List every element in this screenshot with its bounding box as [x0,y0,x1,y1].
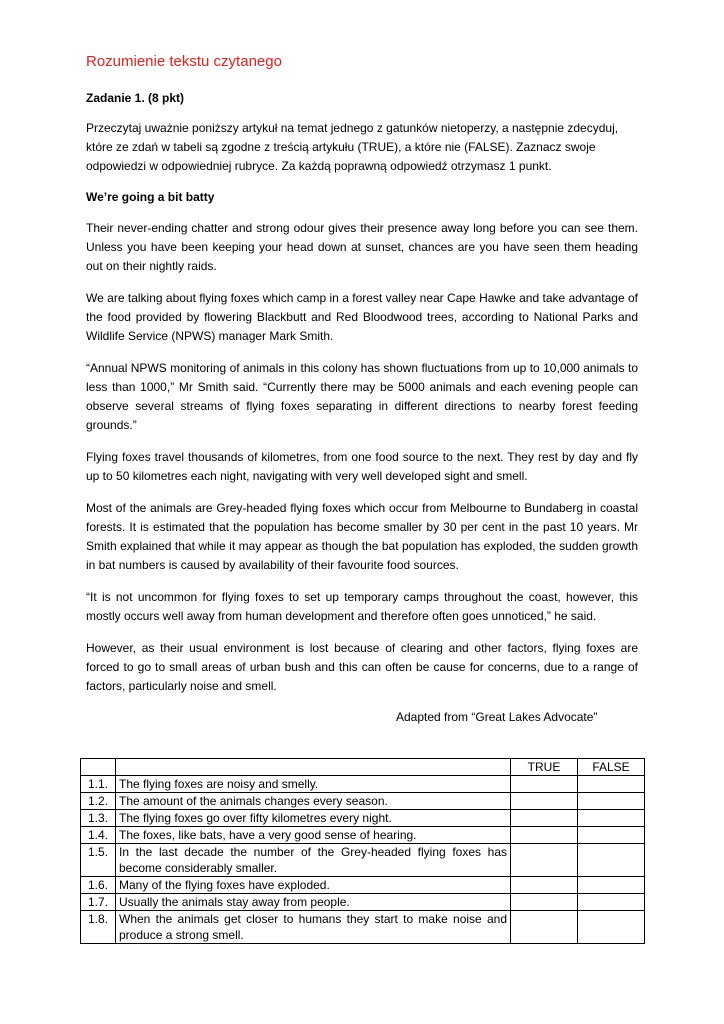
false-answer-cell[interactable] [578,827,645,844]
header-statement-cell [116,759,511,776]
true-answer-cell[interactable] [511,911,578,944]
table-row [81,894,645,911]
row-statement: The amount of the animals changes every season. [116,793,511,810]
article-paragraph: “Annual NPWS monitoring of animals in this colony has shown fluctuations from up to 10,000 animals to less than 1000,” Mr Smith said. “Currently there may be 5000 animals and each evening people can observe several streams of flying foxes separating in different directions to nearby forest feeding grounds.” [86,361,638,432]
article-title: We’re going a bit batty [86,190,215,204]
table-row [81,776,645,793]
row-statement: Usually the animals stay away from people. [116,894,511,911]
table-row [81,810,645,827]
header-false: FALSE [578,759,645,776]
true-answer-cell[interactable] [511,793,578,810]
table-row [81,827,645,844]
row-number: 1.3. [81,810,116,827]
row-number: 1.5. [81,844,116,877]
article-paragraph: However, as their usual environment is lost because of clearing and other factors, flying foxes are forced to go to small areas of urban bush and this can often be cause for concerns, due to a range of factors, particularly noise and smell. [86,641,638,693]
row-statement: Many of the flying foxes have exploded. [116,877,511,894]
table-header-row [81,759,645,776]
false-answer-cell[interactable] [578,877,645,894]
false-answer-cell[interactable] [578,894,645,911]
true-answer-cell[interactable] [511,894,578,911]
true-answer-cell[interactable] [511,877,578,894]
row-number: 1.4. [81,827,116,844]
false-answer-cell[interactable] [578,844,645,877]
table-row [81,844,645,877]
article-paragraph: Flying foxes travel thousands of kilometres, from one food source to the next. They rest by day and fly up to 50 kilometres each night, navigating with very well developed sight and smell. [86,450,638,483]
row-number: 1.2. [81,793,116,810]
worksheet [86,52,638,725]
false-answer-cell[interactable] [578,793,645,810]
article-paragraph: Their never-ending chatter and strong odour gives their presence away long before you can see them. Unless you have been keeping your head down at sunset, chances are you have seen them heading out on their nightly raids. [86,221,638,273]
row-statement: The foxes, like bats, have a very good sense of hearing. [116,827,511,844]
page-title: Rozumienie tekstu czytanego [86,53,282,70]
instructions: Przeczytaj uważnie poniższy artykuł na temat jednego z gatunków nietoperzy, a następnie zdecyduj, które ze zdań w tabeli są zgodne z treścią artykułu (TRUE), a które nie (FALSE). Zaznacz swoje odpowiedzi w odpowiedniej rubryce. Za każdą poprawną odpowiedź otrzymasz 1 punkt. [86,121,619,173]
true-answer-cell[interactable] [511,844,578,877]
true-answer-cell[interactable] [511,776,578,793]
table-row [81,793,645,810]
header-true: TRUE [511,759,578,776]
row-number: 1.8. [81,911,116,944]
row-statement: When the animals get closer to humans they start to make noise and produce a strong smell. [116,911,511,944]
row-number: 1.1. [81,776,116,793]
true-answer-cell[interactable] [511,810,578,827]
table-row [81,877,645,894]
article-source: Adapted from “Great Lakes Advocate” [396,710,598,724]
true-answer-cell[interactable] [511,827,578,844]
row-statement: In the last decade the number of the Grey-headed flying foxes has become considerably smaller. [116,844,511,877]
article-paragraph: Most of the animals are Grey-headed flying foxes which occur from Melbourne to Bundaberg in coastal forests. It is estimated that the population has become smaller by 30 per cent in the past 10 years. Mr Smith explained that while it may appear as though the bat population has exploded, the sudden growth in bat numbers is caused by availability of their favourite food sources. [86,501,638,572]
article-paragraph: We are talking about flying foxes which camp in a forest valley near Cape Hawke and take advantage of the food provided by flowering Blackbutt and Red Bloodwood trees, according to National Parks and Wildlife Service (NPWS) manager Mark Smith. [86,291,638,343]
row-statement: The flying foxes go over fifty kilometres every night. [116,810,511,827]
table-row [81,911,645,944]
article-paragraph: “It is not uncommon for flying foxes to set up temporary camps throughout the coast, however, this mostly occurs well away from human development and therefore often goes unnoticed,” he said. [86,590,638,623]
false-answer-cell[interactable] [578,911,645,944]
false-answer-cell[interactable] [578,810,645,827]
true-false-table [80,758,645,944]
false-answer-cell[interactable] [578,776,645,793]
task-heading: Zadanie 1. (8 pkt) [86,91,185,105]
row-number: 1.7. [81,894,116,911]
header-num-cell [81,759,116,776]
row-statement: The flying foxes are noisy and smelly. [116,776,511,793]
row-number: 1.6. [81,877,116,894]
